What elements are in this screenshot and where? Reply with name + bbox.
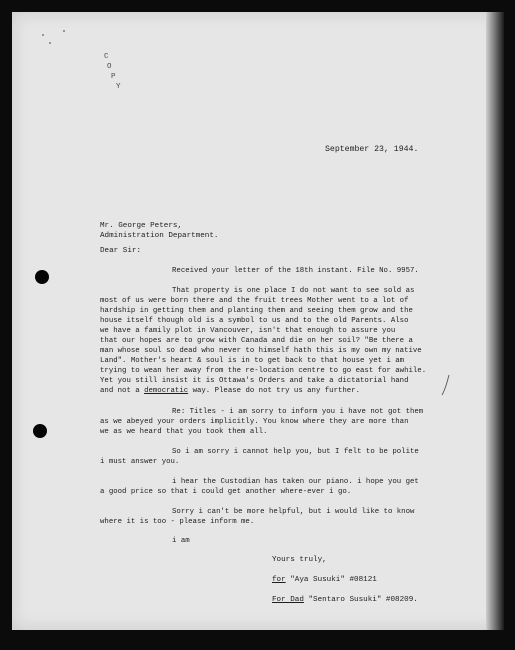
body-line: Sorry i can't be more helpful, but i would like to know (172, 508, 415, 516)
signature-line-1 (272, 576, 377, 584)
copy-stamp-letter: P (111, 73, 116, 81)
body-line: Yet you still insist it is Ottawa's Orders and take a dictatorial hand (100, 377, 409, 385)
scan-speck (42, 34, 44, 36)
closing: Yours truly, (272, 556, 327, 564)
scan-speck (49, 42, 51, 44)
page-edge-shadow (486, 12, 504, 630)
letter-date: September 23, 1944. (325, 145, 419, 154)
signature-text: "Sentaro Susuki" #08209. (303, 596, 418, 604)
scan-speck (63, 30, 65, 32)
body-line: i am (172, 537, 190, 545)
underlined-word: democratic (144, 387, 189, 395)
body-line: So i am sorry i cannot help you, but I felt to be polite (172, 448, 419, 456)
body-line (100, 386, 360, 396)
body-line: that our hopes are to grow with Canada and die on her soil? "Be there a (100, 337, 413, 345)
punch-hole-top (35, 270, 49, 284)
body-text: way. Please do not try us any further. (188, 387, 361, 395)
copy-stamp-letter: Y (116, 83, 121, 91)
body-line: Land". Mother's heart & soul is in to get back to that house yet i am (100, 357, 405, 365)
recipient-name: Mr. George Peters, (100, 222, 183, 230)
body-line: i must answer you. (100, 458, 180, 466)
signature-line-2 (272, 596, 418, 604)
body-line: as we abeyed your orders implicitly. You know where they are more than (100, 418, 409, 426)
signature-prefix: for (272, 576, 286, 584)
copy-stamp (104, 52, 121, 92)
body-line: house itself though old is a symbol to us and to the old Parents. Also (100, 317, 409, 325)
body-line: man whose soul so dead who never to himself hath this is my own my native (100, 347, 422, 355)
copy-stamp-letter: O (107, 63, 112, 71)
body-line: trying to wean her away from the re-location centre to go east for awhile. (100, 367, 427, 375)
recipient-block (100, 221, 218, 241)
body-line: a good price so that i could get another where-ever i go. (100, 488, 352, 496)
recipient-department: Administration Department. (100, 232, 219, 240)
body-line: hardship in getting them and planting them and seeing them grow and the (100, 307, 413, 315)
body-line: we have a family plot in Vancouver, isn't that enough to assure you (100, 327, 396, 335)
body-text: and not a (100, 387, 145, 395)
punch-hole-bottom (33, 424, 47, 438)
body-line: where it is too - please inform me. (100, 518, 255, 526)
body-line: That property is one place I do not want to see sold as (172, 287, 415, 295)
body-line: Received your letter of the 18th instant. File No. 9957. (172, 267, 419, 275)
body-line: we as we heard that you took them all. (100, 428, 268, 436)
signature-prefix: For Dad (272, 596, 304, 604)
body-line: most of us were born there and the fruit trees Mother went to a lot of (100, 297, 409, 305)
signature-text: "Aya Susuki" #08121 (285, 576, 377, 584)
copy-stamp-letter: C (104, 53, 109, 61)
pencil-mark (441, 374, 451, 396)
body-line: i hear the Custodian has taken our piano. i hope you get (172, 478, 419, 486)
body-line: Re: Titles - i am sorry to inform you i have not got them (172, 408, 424, 416)
salutation: Dear Sir: (100, 247, 142, 255)
